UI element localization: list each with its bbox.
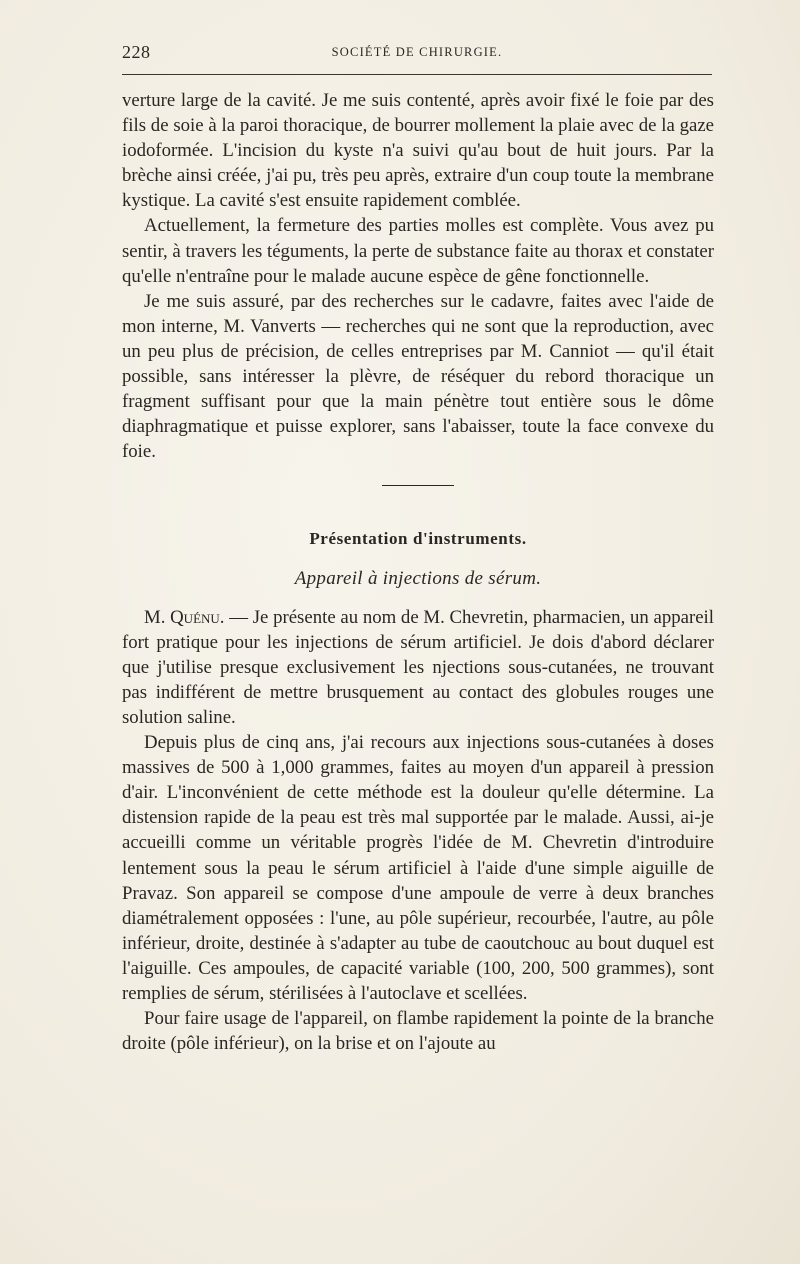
page-header	[122, 42, 712, 68]
header-rule	[122, 74, 712, 75]
section-title: Présentation d'instruments.	[309, 529, 527, 549]
section-subtitle: Appareil à injections de sérum.	[294, 567, 542, 589]
paragraph: Actuellement, la fermeture des parties molles est complète. Vous avez pu sentir, à travers les téguments, la perte de substance faite au thorax et constater qu'elle n'entraîne pour le malade aucune espèce de gêne fonctionnelle.	[122, 215, 714, 287]
speaker-name: M. Quénu.	[144, 606, 225, 628]
spacer	[122, 591, 714, 605]
paragraph-text: — Je présente au nom de M. Chevretin, pharmacien, un appareil fort pratique pour les injections de sérum artificiel. Je dois d'abord déclarer que j'utilise presque exclusivement les njections sous-cutanées, ne trouvant pas indifférent de mettre brusquement au contact des globules rouges une solution saline.	[122, 606, 714, 728]
running-title: SOCIÉTÉ DE CHIRURGIE.	[331, 45, 503, 59]
paragraph	[122, 605, 714, 730]
paragraph-continuation: verture large de la cavité. Je me suis contenté, après avoir fixé le foie par des fils de soie à la paroi thoracique, de bourrer mollement la plaie avec de la gaze iodoformée. L'incision du kyste n'a suivi qu'au bout de huit jours. Par la brèche ainsi créée, j'ai pu, très peu après, extraire d'un coup toute la membrane kystique. La cavité s'est ensuite rapidement comblée.	[122, 90, 714, 212]
section-separator	[382, 485, 454, 486]
paragraph: Je me suis assuré, par des recherches sur le cadavre, faites avec l'aide de mon interne, M. Vanverts — recherches qui ne sont que la reproduction, avec un peu plus de précision, de celles entreprises par M. Canniot — qu'il était possible, sans intéresser la plèvre, de réséquer du rebord thoracique un fragment suffisant pour que la main pénètre tout entière sous le dôme diaphragmatique et puisse explorer, sans l'abaisser, toute la face convexe du foie.	[122, 290, 714, 463]
paragraph: Depuis plus de cinq ans, j'ai recours aux injections sous-cutanées à doses massives de 500 à 1,000 grammes, faites au moyen d'un appareil à pression d'air. L'inconvénient de cette méthode est la douleur qu'elle détermine. La distension rapide de la peau est très mal supportée par le malade. Aussi, ai-je accueilli comme un véritable progrès l'idée de M. Chevretin d'introduire lentement sous la peau le sérum artificiel à l'aide d'une simple aiguille de Pravaz. Son appareil se compose d'une ampoule de verre à deux branches diamétralement opposées : l'une, au pôle supérieur, recourbée, l'autre, au pôle inférieur, droite, destinée à s'adapter au tube de caoutchouc au bout duquel est l'aiguille. Ces ampoules, de capacité variable (100, 200, 500 grammes), sont remplies de sérum, stérilisées à l'autoclave et scellées.	[122, 732, 714, 1004]
page-number: 228	[122, 42, 151, 62]
body-text	[122, 88, 714, 1056]
paragraph: Pour faire usage de l'appareil, on flambe rapidement la pointe de la branche droite (pôle inférieur), on la brise et on l'ajoute au	[122, 1008, 714, 1055]
